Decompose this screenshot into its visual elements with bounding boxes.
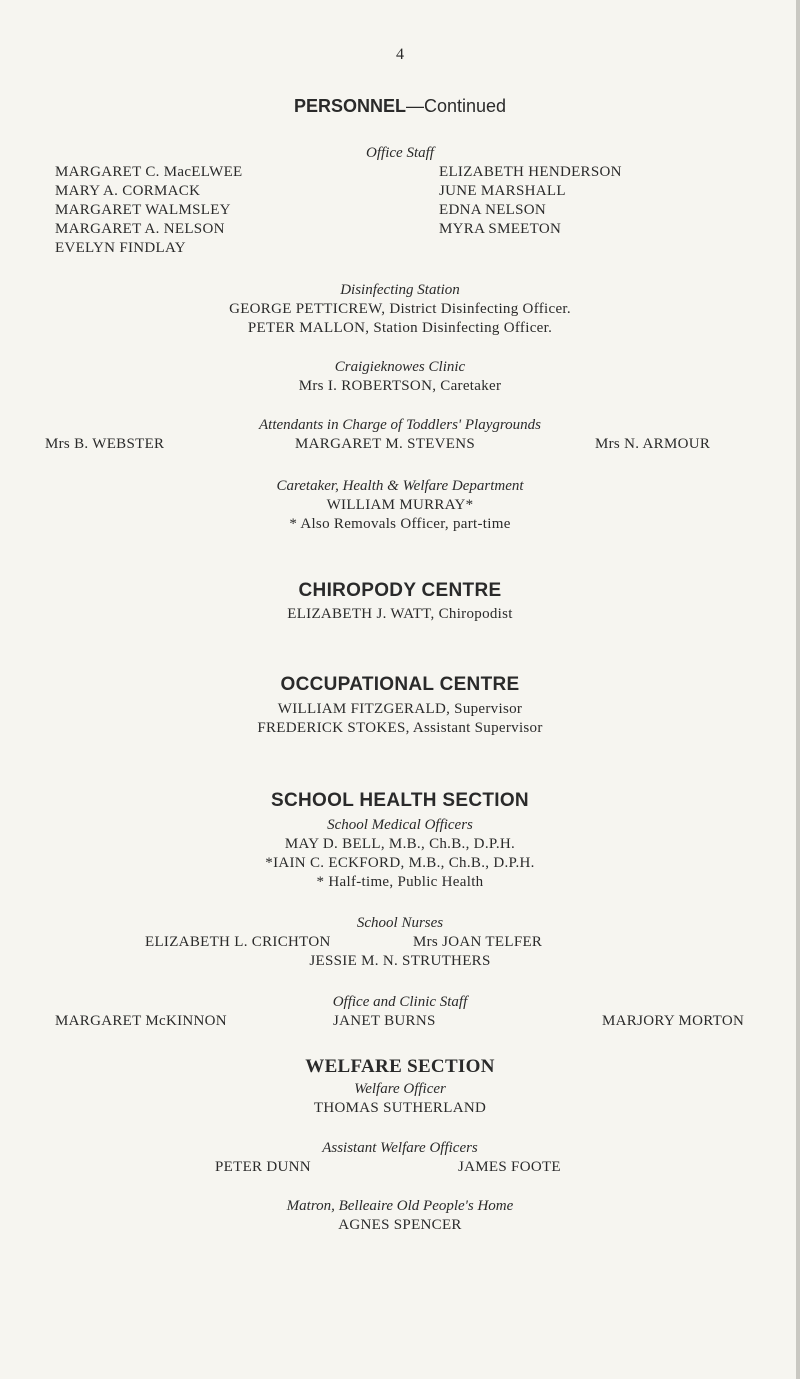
office-staff-name: JUNE MARSHALL xyxy=(439,183,566,199)
craigieknowes-heading: Craigieknowes Clinic xyxy=(334,359,466,375)
attendant-name: Mrs N. ARMOUR xyxy=(595,436,711,452)
caretaker-note: * Also Removals Officer, part-time xyxy=(289,516,511,532)
school-health-heading: SCHOOL HEALTH SECTION xyxy=(271,790,529,811)
office-staff-heading: Office Staff xyxy=(366,145,434,161)
clinic-staff-name: MARJORY MORTON xyxy=(602,1013,745,1029)
page-title-suffix: —Continued xyxy=(405,96,507,116)
chiropody-heading: CHIROPODY CENTRE xyxy=(298,580,502,601)
welfare-officer-heading: Welfare Officer xyxy=(354,1081,446,1097)
welfare-officer-name: THOMAS SUTHERLAND xyxy=(313,1100,487,1116)
school-medical-heading: School Medical Officers xyxy=(327,817,473,833)
school-nurse-name: ELIZABETH L. CRICHTON xyxy=(145,934,331,950)
attendants-heading: Attendants in Charge of Toddlers' Playgrounds xyxy=(259,417,541,433)
craigieknowes-line: Mrs I. ROBERTSON, Caretaker xyxy=(298,378,502,394)
office-staff-name: MARY A. CORMACK xyxy=(55,183,201,199)
matron-heading: Matron, Belleaire Old People's Home xyxy=(286,1198,514,1214)
office-staff-name: EDNA NELSON xyxy=(439,202,547,218)
office-staff-right-column xyxy=(439,163,622,239)
occupational-line: WILLIAM FITZGERALD, Supervisor xyxy=(277,701,523,717)
page-number: 4 xyxy=(396,46,404,63)
caretaker-heading: Caretaker, Health & Welfare Department xyxy=(276,478,524,494)
assistant-welfare-heading: Assistant Welfare Officers xyxy=(322,1140,478,1156)
office-staff-name: EVELYN FINDLAY xyxy=(55,240,186,256)
occupational-line: FREDERICK STOKES, Assistant Supervisor xyxy=(257,720,543,736)
disinfecting-line: PETER MALLON, Station Disinfecting Officer. xyxy=(247,320,553,336)
page-title xyxy=(0,96,800,117)
attendant-name: MARGARET M. STEVENS xyxy=(295,436,476,452)
clinic-staff-name: MARGARET McKINNON xyxy=(55,1013,227,1029)
page-title-main: PERSONNEL xyxy=(293,96,406,116)
chiropody-line: ELIZABETH J. WATT, Chiropodist xyxy=(287,606,513,622)
assistant-welfare-name: PETER DUNN xyxy=(215,1159,311,1175)
school-medical-line: *IAIN C. ECKFORD, M.B., Ch.B., D.P.H. xyxy=(265,855,535,871)
assistant-welfare-name: JAMES FOOTE xyxy=(458,1159,561,1175)
page-edge-shadow xyxy=(796,0,800,1379)
office-staff-name: ELIZABETH HENDERSON xyxy=(439,164,622,180)
disinfecting-line: GEORGE PETTICREW, District Disinfecting Officer. xyxy=(229,301,571,317)
office-staff-name: MARGARET A. NELSON xyxy=(55,221,225,237)
school-medical-note: * Half-time, Public Health xyxy=(316,874,484,890)
clinic-staff-heading: Office and Clinic Staff xyxy=(332,994,468,1010)
office-staff-name: MARGARET C. MacELWEE xyxy=(55,164,243,180)
caretaker-name: WILLIAM MURRAY* xyxy=(326,497,474,513)
clinic-staff-name: JANET BURNS xyxy=(333,1013,436,1029)
school-medical-line: MAY D. BELL, M.B., Ch.B., D.P.H. xyxy=(284,836,516,852)
attendant-name: Mrs B. WEBSTER xyxy=(45,436,165,452)
welfare-heading: WELFARE SECTION xyxy=(305,1056,495,1077)
office-staff-name: MYRA SMEETON xyxy=(439,221,562,237)
office-staff-left-column xyxy=(55,163,243,258)
occupational-heading: OCCUPATIONAL CENTRE xyxy=(280,674,520,695)
school-nurses-heading: School Nurses xyxy=(356,915,444,931)
matron-name: AGNES SPENCER xyxy=(338,1217,462,1233)
disinfecting-heading: Disinfecting Station xyxy=(340,282,460,298)
school-nurse-name: Mrs JOAN TELFER xyxy=(413,934,543,950)
office-staff-name: MARGARET WALMSLEY xyxy=(55,202,231,218)
school-nurse-name: JESSIE M. N. STRUTHERS xyxy=(309,953,491,969)
